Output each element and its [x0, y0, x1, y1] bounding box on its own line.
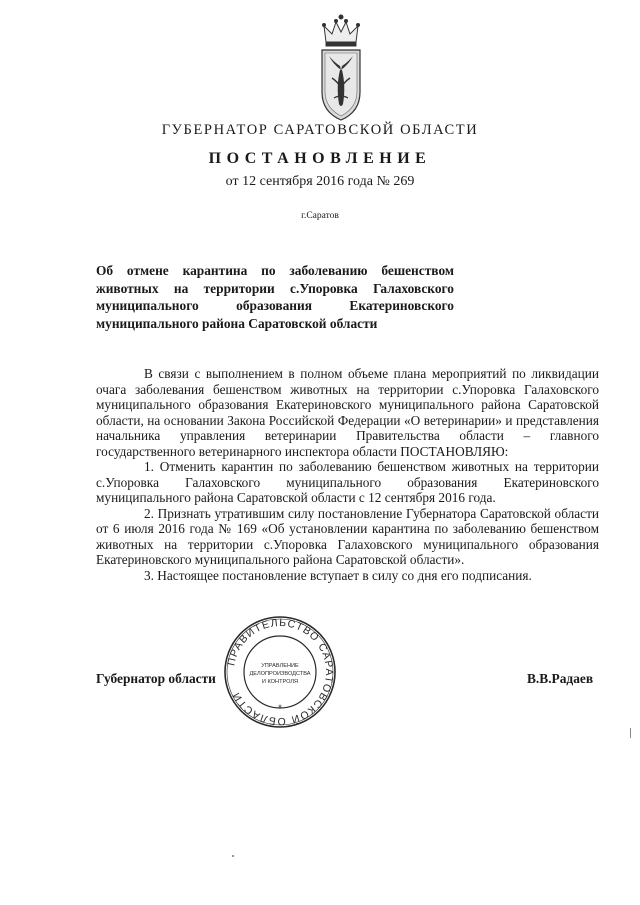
- stamp-inner-line-3: И КОНТРОЛЯ: [261, 679, 299, 685]
- scan-edge-mark: [630, 728, 631, 738]
- document-city: г.Саратов: [301, 211, 339, 221]
- document-date-number: от 12 сентября 2016 года № 269: [225, 174, 415, 189]
- document-type: ПОСТАНОВЛЕНИЕ: [208, 150, 432, 167]
- official-round-stamp-icon: [222, 612, 338, 732]
- stamp-inner-line-1: УПРАВЛЕНИЕ: [261, 663, 299, 669]
- body-paragraph-2: 2. Признать утратившим силу постановление Губернатора Саратовской области от 6 июля 2016 года № 169 «Об установлении карантина по заболеванию бешенством животных на территории с.Упоровка Галаховского муниципального образования Екатериновского муниципального района Саратовской области».: [96, 505, 599, 567]
- stamp-inner-line-2: ДЕЛОПРОИЗВОДСТВА: [249, 671, 311, 677]
- svg-text:*: *: [278, 703, 282, 713]
- body-paragraph-preamble: В связи с выполнением в полном объеме плана мероприятий по ликвидации очага заболевания бешенством животных на территории с.Упоровка Галаховского муниципального образования Екатериновского муниципального района Саратовской области, на основании Закона Российской Федерации «О ветеринарии» и представления начальника управления ветеринарии Правительства области – главного государственного ветеринарного инспектора области ПОСТАНОВЛЯЮ:: [96, 366, 599, 459]
- issuing-authority: ГУБЕРНАТОР САРАТОВСКОЙ ОБЛАСТИ: [161, 122, 479, 138]
- stamp-ring-text: ПРАВИТЕЛЬСТВО САРАТОВСКОЙ ОБЛАСТИ: [225, 616, 336, 728]
- signature-role: Губернатор области: [96, 671, 216, 686]
- signature-name: В.В.Радаев: [527, 671, 594, 686]
- document-body: [96, 366, 599, 583]
- saratov-coat-of-arms-icon: [316, 12, 366, 124]
- body-paragraph-3: 3. Настоящее постановление вступает в силу со дня его подписания.: [144, 567, 532, 583]
- body-paragraph-1: 1. Отменить карантин по заболеванию бешенством животных на территории с.Упоровка Галаховского муниципального образования Екатериновского муниципального района Саратовской области с 12 сентября 2016 года.: [96, 459, 599, 505]
- scan-speck: [232, 855, 234, 857]
- document-title: Об отмене карантина по заболеванию бешенством животных на территории с.Упоровка Галаховского муниципального образования Екатериновского муниципального района Саратовской области: [96, 263, 454, 331]
